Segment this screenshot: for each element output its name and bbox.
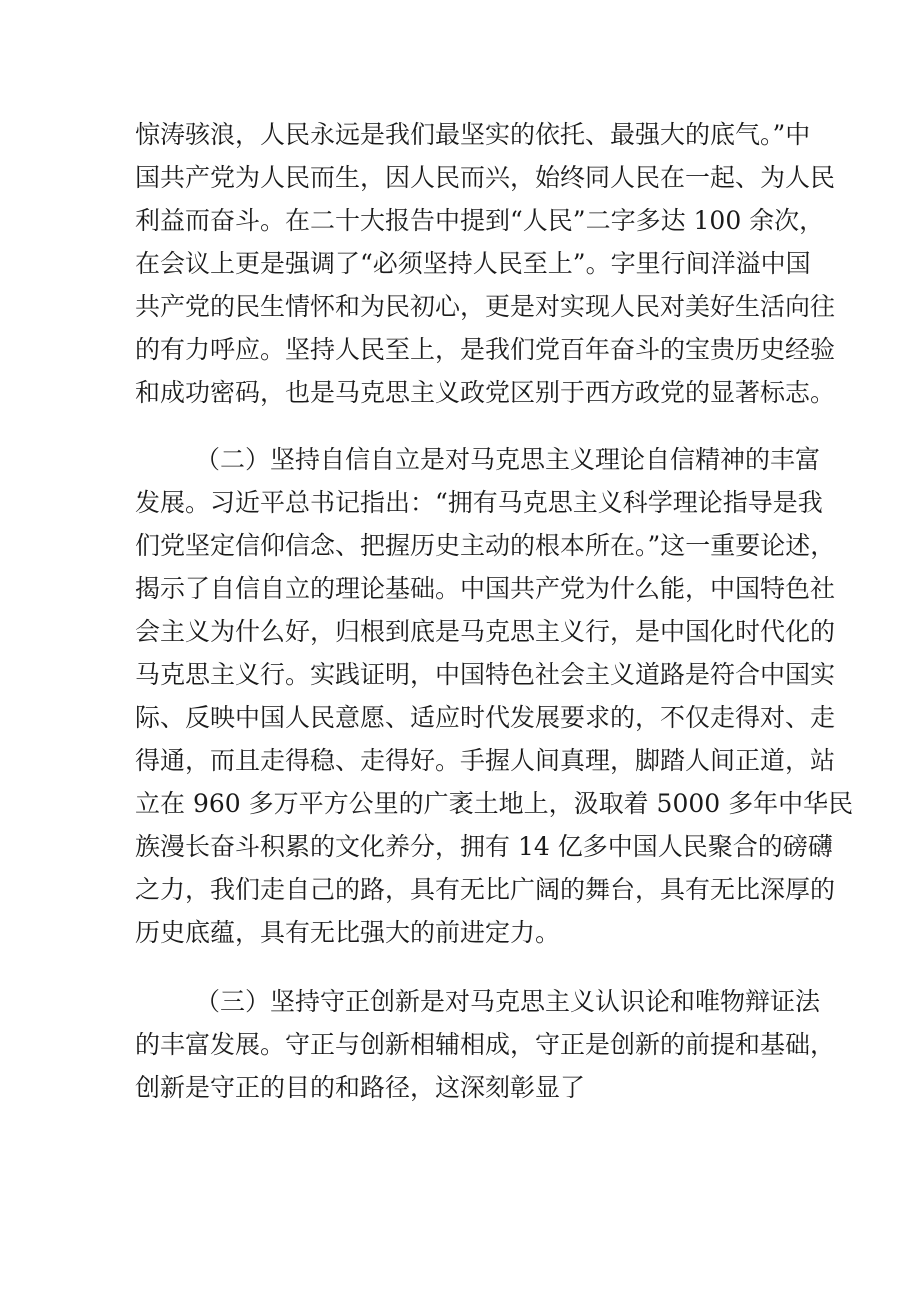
text-line: 的有力呼应。坚持人民至上，是我们党百年奋斗的宝贵历史经验 [135, 335, 836, 364]
paragraph-3 [135, 980, 836, 1109]
text-line: 族漫长奋斗积累的文化养分，拥有 14 亿多中国人民聚合的磅礴 [135, 832, 833, 861]
text-line: 得通，而且走得稳、走得好。手握人间真理，脚踏人间正道，站 [135, 746, 836, 775]
text-line: 揭示了自信自立的理论基础。中国共产党为什么能，中国特色社 [135, 574, 836, 603]
text-line: （三）坚持守正创新是对马克思主义认识论和唯物辩证法 [195, 987, 821, 1016]
text-line: 惊涛骇浪，人民永远是我们最坚实的依托、最强大的底气。”中 [135, 120, 811, 149]
text-line: 之力，我们走自己的路，具有无比广阔的舞台，具有无比深厚的 [135, 875, 836, 904]
text-line: 国共产党为人民而生，因人民而兴，始终同人民在一起、为人民 [135, 163, 836, 192]
paragraph-1 [135, 113, 836, 414]
text-line: 的丰富发展。守正与创新相辅相成，守正是创新的前提和基础， [135, 1030, 836, 1059]
text-line: 马克思主义行。实践证明，中国特色社会主义道路是符合中国实 [135, 660, 836, 689]
text-line: 和成功密码，也是马克思主义政党区别于西方政党的显著标志。 [135, 378, 836, 407]
document-body [135, 113, 854, 1109]
text-line: 创新是守正的目的和路径，这深刻彰显了 [135, 1073, 586, 1102]
text-line: 利益而奋斗。在二十大报告中提到“人民”二字多达 100 余次， [135, 206, 825, 235]
text-line: 们党坚定信仰信念、把握历史主动的根本所在。”这一重要论述， [135, 531, 836, 560]
text-line: 际、反映中国人民意愿、适应时代发展要求的，不仅走得对、走 [135, 703, 836, 732]
text-line: 发展。习近平总书记指出：“拥有马克思主义科学理论指导是我 [135, 488, 823, 517]
text-line: 共产党的民生情怀和为民初心，更是对实现人民对美好生活向往 [135, 292, 836, 321]
text-line: 历史底蕴，具有无比强大的前进定力。 [135, 918, 561, 947]
text-line: 会主义为什么好，归根到底是马克思主义行，是中国化时代化的 [135, 617, 836, 646]
paragraph-2 [135, 438, 854, 954]
text-line: 在会议上更是强调了“必须坚持人民至上”。字里行间洋溢中国 [135, 249, 811, 278]
text-line: 立在 960 多万平方公里的广袤土地上，汲取着 5000 多年中华民 [135, 789, 854, 818]
text-line: （二）坚持自信自立是对马克思主义理论自信精神的丰富 [195, 445, 821, 474]
